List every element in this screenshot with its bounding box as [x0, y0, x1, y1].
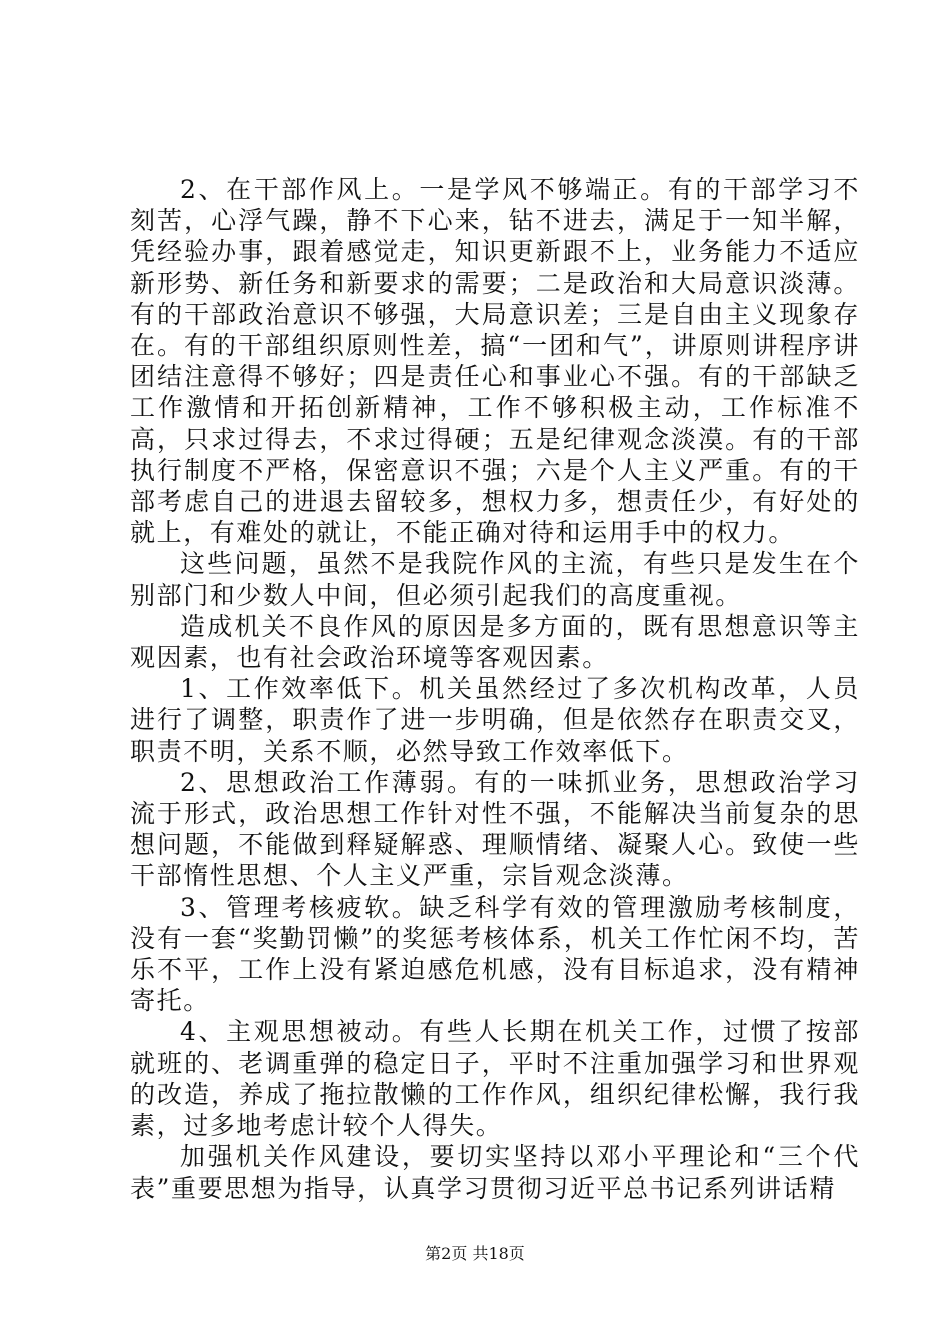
- paragraph: 这些问题，虽然不是我院作风的主流，有些只是发生在个别部门和少数人中间，但必须引起我们的高度重视。: [130, 549, 860, 610]
- paragraph: 造成机关不良作风的原因是多方面的，既有思想意识等主观因素，也有社会政治环境等客观因素。: [130, 611, 860, 673]
- paragraph: 4、主观思想被动。有些人长期在机关工作，过惯了按部就班的、老调重弹的稳定日子，平时不注重加强学习和世界观的改造，养成了拖拉散懒的工作作风，组织纪律松懈，我行我素，过多地考虑计较个人得失。: [130, 1017, 860, 1141]
- document-body: [130, 174, 860, 1204]
- paragraph: 3、管理考核疲软。缺乏科学有效的管理激励考核制度，没有一套“奖勤罚懒”的奖惩考核体系，机关工作忙闲不均，苦乐不平，工作上没有紧迫感危机感，没有目标追求，没有精神寄托。: [130, 892, 860, 1016]
- paragraph: 2、在干部作风上。一是学风不够端正。有的干部学习不刻苦，心浮气躁，静不下心来，钻不进去，满足于一知半解，凭经验办事，跟着感觉走，知识更新跟不上，业务能力不适应新形势、新任务和新要求的需要；二是政治和大局意识淡薄。有的干部政治意识不够强，大局意识差；三是自由主义现象存在。有的干部组织原则性差，搞“一团和气”，讲原则讲程序讲团结注意得不够好；四是责任心和事业心不强。有的干部缺乏工作激情和开拓创新精神，工作不够积极主动，工作标准不高，只求过得去，不求过得硬；五是纪律观念淡漠。有的干部执行制度不严格，保密意识不强；六是个人主义严重。有的干部考虑自己的进退去留较多，想权力多，想责任少，有好处的就上，有难处的就让，不能正确对待和运用手中的权力。: [130, 175, 860, 548]
- paragraph: 2、思想政治工作薄弱。有的一味抓业务，思想政治学习流于形式，政治思想工作针对性不强，不能解决当前复杂的思想问题，不能做到释疑解惑、理顺情绪、凝聚人心。致使一些干部惰性思想、个人主义严重，宗旨观念淡薄。: [130, 767, 860, 891]
- page-footer: [0, 1244, 950, 1264]
- paragraph: 加强机关作风建设，要切实坚持以邓小平理论和“三个代表”重要思想为指导，认真学习贯彻习近平总书记系列讲话精: [130, 1142, 860, 1203]
- paragraph: 1、工作效率低下。机关虽然经过了多次机构改革，人员进行了调整，职责作了进一步明确，但是依然存在职责交叉，职责不明，关系不顺，必然导致工作效率低下。: [130, 674, 860, 766]
- page-number-label: 第2页 共18页: [425, 1244, 525, 1263]
